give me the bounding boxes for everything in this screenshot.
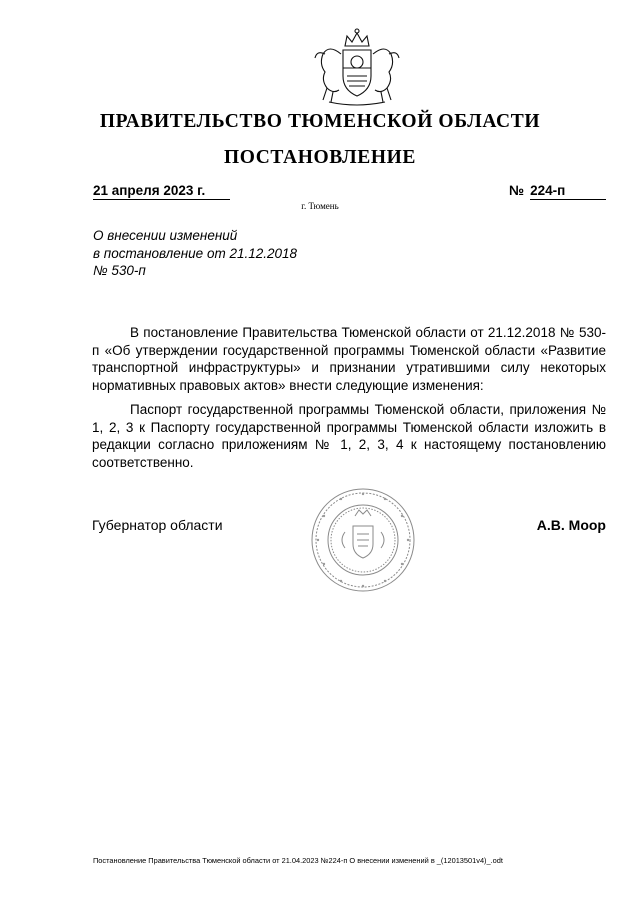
footer-text: Постановление Правительства Тюменской области от 21.04.2023 №224-п О внесении изменений в _(12013501v4)_.odt xyxy=(93,856,503,865)
body-text xyxy=(92,324,606,478)
coat-of-arms-icon xyxy=(309,24,405,108)
document-type-title: ПОСТАНОВЛЕНИЕ xyxy=(223,147,417,168)
subject-line: в постановление от 21.12.2018 xyxy=(93,245,298,261)
document-date: 21 апреля 2023 г. xyxy=(93,182,230,200)
signatory-name: А.В. Моор xyxy=(536,517,606,533)
body-paragraph: Паспорт государственной программы Тюменской области, приложения № 1, 2, 3 к Паспорту государственной программы Тюменской области изложить в редакции согласно приложениям № 1, 2, 3, 4 к настоящему постановлению соответственно. xyxy=(92,402,606,470)
document-number: 224-п xyxy=(530,182,606,200)
organization-title: ПРАВИТЕЛЬСТВО ТЮМЕНСКОЙ ОБЛАСТИ xyxy=(99,111,541,132)
signatory-title: Губернатор области xyxy=(92,517,223,533)
official-stamp-icon xyxy=(309,486,417,594)
document-number-field xyxy=(509,182,606,200)
city-label: г. Тюмень xyxy=(301,201,339,211)
body-paragraph: В постановление Правительства Тюменской области от 21.12.2018 № 530-п «Об утверждении государственной программы Тюменской области «Развитие транспортной инфраструктуры» и признании утратившими силу некоторых нормативных правовых актов» внести следующие изменения: xyxy=(92,325,606,393)
subject-line: № 530-п xyxy=(93,263,146,278)
number-sign: № xyxy=(509,183,525,198)
subject-block xyxy=(93,227,393,280)
subject-line: О внесении изменений xyxy=(93,228,238,243)
